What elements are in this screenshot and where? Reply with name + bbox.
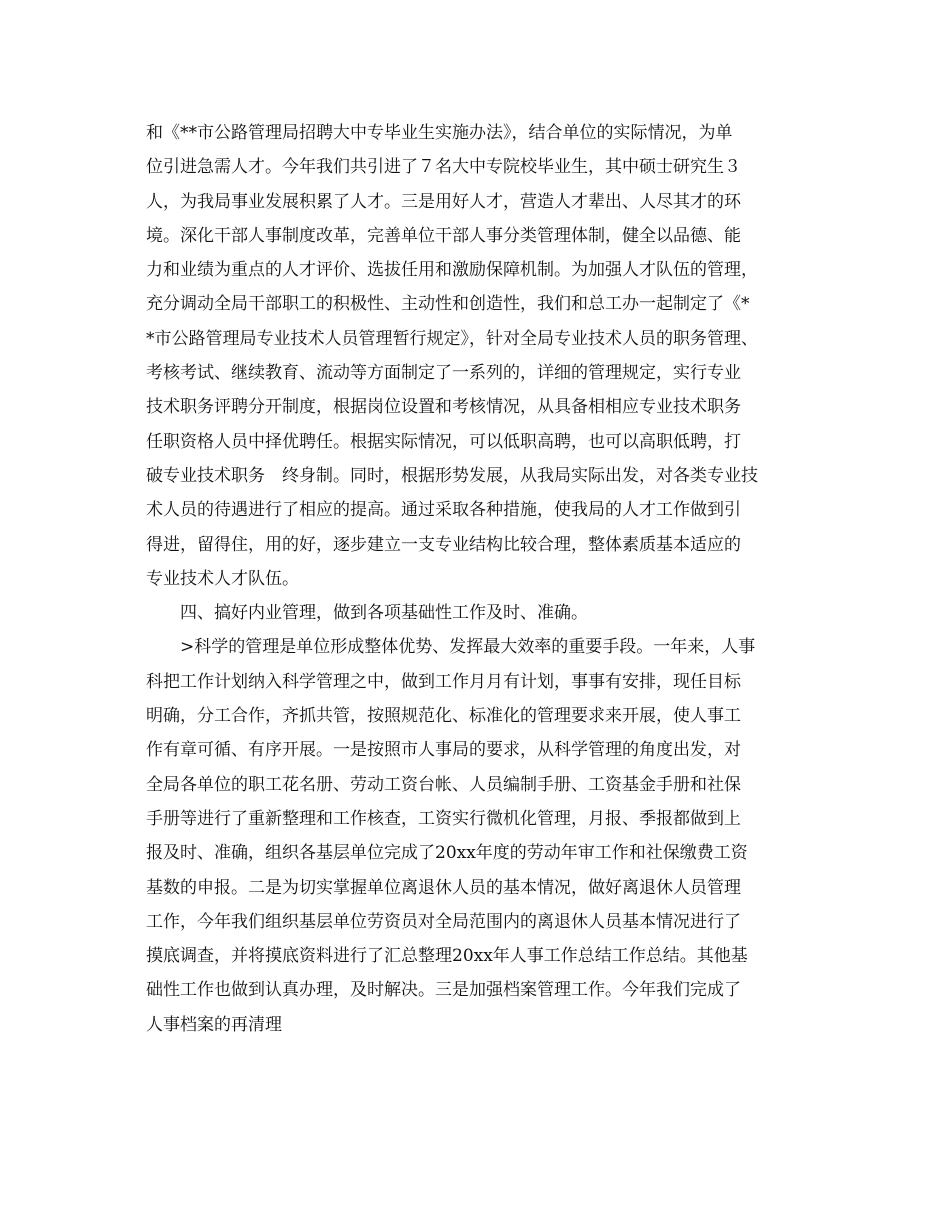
text-line: 技术职务评聘分开制度，根据岗位设置和考核情况，从具备相相应专业技术职务 [146, 397, 741, 418]
text-line: 充分调动全局干部职工的积极性、主动性和创造性，我们和总工办一起制定了《* [146, 294, 750, 315]
text-line: 科把工作计划纳入科学管理之中，做到工作月月有计划，事事有安排，现任目标 [146, 671, 741, 692]
text-line: 考核考试、继续教育、流动等方面制定了一系列的，详细的管理规定，实行专业 [146, 363, 741, 384]
text-line: 础性工作也做到认真办理，及时解决。三是加强档案管理工作。今年我们完成了 [146, 980, 741, 1001]
text-line: 明确，分工合作，齐抓共管，按照规范化、标准化的管理要求来开展，使人事工 [146, 706, 741, 727]
text-line: 力和业绩为重点的人才评价、选拔任用和激励保障机制。为加强人才队伍的管理， [146, 260, 758, 281]
text-line: 人，为我局事业发展积累了人才。三是用好人才，营造人才辈出、人尽其才的环 [146, 191, 741, 212]
text-line: 全局各单位的职工花名册、劳动工资台帐、人员编制手册、工资基金手册和社保 [146, 774, 741, 795]
text-line: 基数的申报。二是为切实掌握单位离退休人员的基本情况，做好离退休人员管理 [146, 877, 741, 898]
text-line: 摸底调查，并将摸底资料进行了汇总整理20xx年人事工作总结工作总结。其他基 [146, 946, 748, 967]
text-line: 作有章可循、有序开展。一是按照市人事局的要求，从科学管理的角度出发，对 [146, 740, 741, 761]
text-line: 位引进急需人才。今年我们共引进了７名大中专院校毕业生，其中硕士研究生３ [146, 157, 741, 178]
text-line: 专业技术人才队伍。 [146, 568, 299, 589]
text-line: 报及时、准确，组织各基层单位完成了20xx年度的劳动年审工作和社保缴费工资 [146, 843, 748, 864]
text-line: 境。深化干部人事制度改革，完善单位干部人事分类管理体制，健全以品德、能 [146, 225, 741, 246]
text-line: 手册等进行了重新整理和工作核查，工资实行微机化管理，月报、季报都做到上 [146, 808, 741, 829]
text-line: >科学的管理是单位形成整体优势、发挥最大效率的重要手段。一年来，人事 [146, 637, 756, 658]
text-line: 人事档案的再清理 [146, 1014, 282, 1035]
text-line: 和《**市公路管理局招聘大中专毕业生实施办法》，结合单位的实际情况，为单 [146, 123, 733, 143]
body-text [146, 116, 836, 1042]
text-line: *市公路管理局专业技术人员管理暂行规定》，针对全局专业技术人员的职务管理、 [146, 328, 758, 349]
text-line: 得进，留得住，用的好，逐步建立一支专业结构比较合理，整体素质基本适应的 [146, 534, 741, 555]
text-line: 术人员的待遇进行了相应的提高。通过采取各种措施，使我局的人才工作做到引 [146, 500, 741, 521]
text-line: 任职资格人员中择优聘任。根据实际情况，可以低职高聘，也可以高职低聘，打 [146, 431, 741, 452]
text-line: 破专业技术职务 终身制。同时，根据形势发展，从我局实际出发，对各类专业技 [146, 465, 758, 486]
section-heading: 四、搞好内业管理，做到各项基础性工作及时、准确。 [146, 603, 588, 624]
text-line: 工作，今年我们组织基层单位劳资员对全局范围内的离退休人员基本情况进行了 [146, 911, 741, 932]
